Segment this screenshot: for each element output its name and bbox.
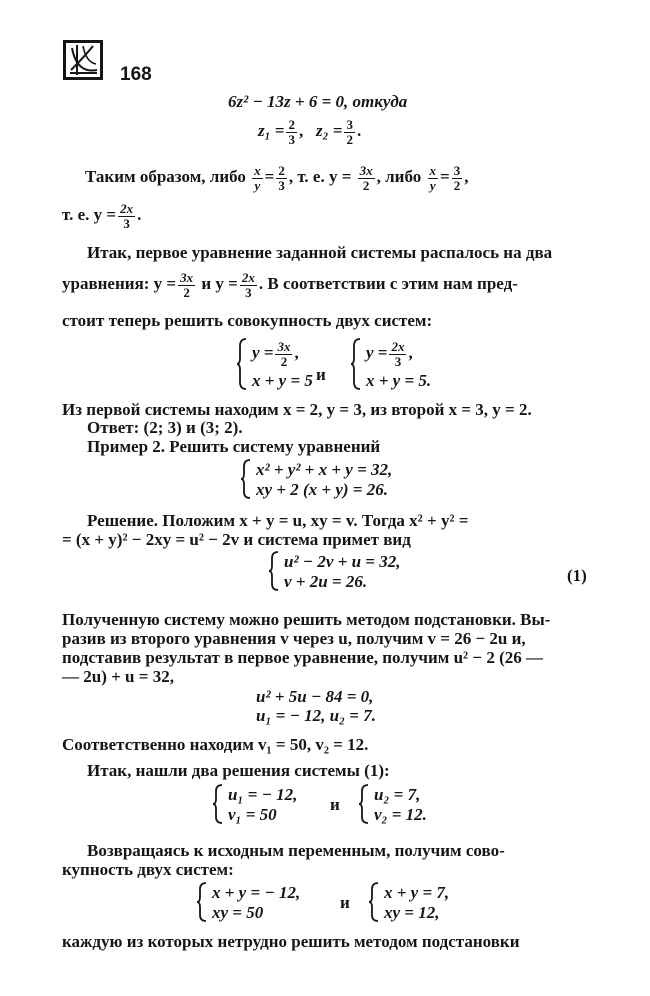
equation-u-roots: u₁ = − 12, u₂ = 7. bbox=[256, 706, 376, 725]
equation-z: 6z² − 13z + 6 = 0, откуда bbox=[228, 92, 408, 111]
system-7: x + y = − 12, xy = 50 bbox=[196, 882, 326, 922]
brace-icon bbox=[196, 882, 208, 922]
equation-number: (1) bbox=[567, 566, 587, 585]
paragraph-1-line-2: уравнения: y = $\frac{3x}{2}$ и y = $\frac{2x}{3}$ . В соответствии с этим нам пред- bbox=[62, 270, 518, 300]
brace-icon bbox=[240, 459, 252, 499]
graph-plot-icon bbox=[63, 40, 103, 80]
paragraph-1-line-3: стоит теперь решить совокупность двух систем: bbox=[62, 311, 433, 330]
solution-line-1: Решение. Положим x + y = u, xy = v. Тогда x² + y² = bbox=[87, 511, 469, 530]
equation-u-quadratic: u² + 5u − 84 = 0, bbox=[256, 687, 374, 706]
example-2-heading: Пример 2. Решить систему уравнений bbox=[87, 437, 381, 456]
paragraph-2-line-1: Полученную систему можно решить методом подстановки. Вы- bbox=[62, 610, 551, 629]
system-3: x² + y² + x + y = 32, xy + 2 (x + y) = 26. bbox=[240, 459, 440, 499]
conjunction-and-3: и bbox=[340, 893, 350, 912]
result-line-1: Из первой системы находим x = 2, y = 3, из второй x = 3, y = 2. bbox=[62, 400, 532, 419]
conjunction-and-1: и bbox=[316, 365, 326, 384]
conjunction-and-2: и bbox=[330, 795, 340, 814]
paragraph-3-line-2: купность двух систем: bbox=[62, 860, 234, 879]
system-4: u² − 2v + u = 32, v + 2u = 26. bbox=[268, 551, 438, 591]
result-line-2: Соответственно находим v₁ = 50, v₂ = 12. bbox=[62, 735, 369, 754]
answer-line: Ответ: (2; 3) и (3; 2). bbox=[87, 418, 243, 437]
text-line-1: Таким образом, либо $\frac{x}{y}$ = $\frac{2}{3}$ , т. е. y = $\frac{3x}{2}$ , либо $\frac{x}{y}$ = $\frac{3}{2}$ , bbox=[85, 163, 469, 193]
system-1: y = $\frac{3x}{2}$ , x + y = 5 bbox=[236, 338, 326, 390]
system-5: u₁ = − 12, v₁ = 50 bbox=[212, 784, 322, 824]
solution-line-2: = (x + y)² − 2xy = u² − 2v и система примет вид bbox=[62, 530, 411, 549]
system-6: u₂ = 7, v₂ = 12. bbox=[358, 784, 468, 824]
system-8: x + y = 7, xy = 12, bbox=[368, 882, 478, 922]
paragraph-2-line-3: подставив результат в первое уравнение, получим u² − 2 (26 — bbox=[62, 648, 543, 667]
paragraph-2-line-2: разив из второго уравнения v через u, получим v = 26 − 2u и, bbox=[62, 629, 526, 648]
paragraph-2-line-4: — 2u) + u = 32, bbox=[62, 667, 174, 686]
brace-icon bbox=[268, 551, 280, 591]
last-line: каждую из которых нетрудно решить методом подстановки bbox=[62, 932, 520, 951]
brace-icon bbox=[350, 338, 362, 390]
brace-icon bbox=[236, 338, 248, 390]
page-number: 168 bbox=[120, 64, 152, 85]
brace-icon bbox=[212, 784, 224, 824]
found-line: Итак, нашли два решения системы (1): bbox=[87, 761, 390, 780]
paragraph-1-line-1: Итак, первое уравнение заданной системы распалось на два bbox=[87, 243, 553, 262]
brace-icon bbox=[358, 784, 370, 824]
z-roots: z₁ = $\frac{2}{3}$ , z₂ = $\frac{3}{2}$ . bbox=[258, 117, 362, 147]
paragraph-3-line-1: Возвращаясь к исходным переменным, получим сово- bbox=[87, 841, 505, 860]
system-2: y = $\frac{2x}{3}$ , x + y = 5. bbox=[350, 338, 450, 390]
text-line-2: т. е. y = $\frac{2x}{3}$ . bbox=[62, 201, 142, 231]
brace-icon bbox=[368, 882, 380, 922]
